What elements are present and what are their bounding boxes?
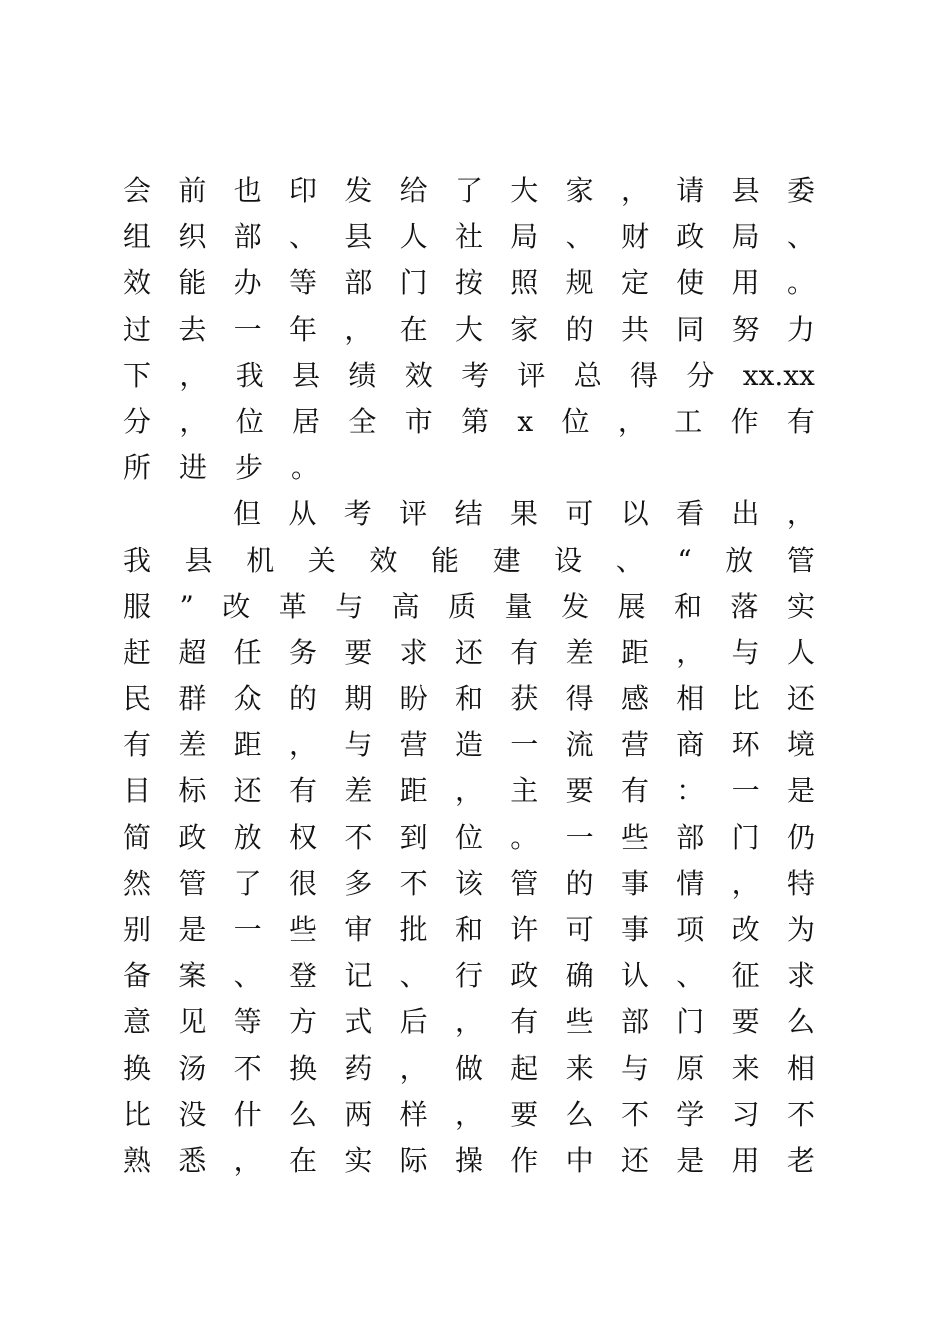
text-glyph: 委 — [786, 174, 815, 207]
text-glyph: 事 — [620, 913, 649, 946]
text-glyph: 财 — [620, 220, 649, 254]
text-glyph: 放 — [725, 543, 754, 577]
text-glyph: 与 — [731, 635, 760, 669]
text-glyph: 些 — [620, 820, 649, 854]
text-glyph: 有 — [786, 404, 815, 438]
text-glyph: ， — [233, 1143, 262, 1177]
text-glyph: ， — [288, 728, 317, 762]
text-glyph: 赶 — [123, 635, 152, 669]
text-glyph: 来 — [731, 1051, 760, 1085]
text-glyph: 局 — [510, 220, 539, 254]
text-glyph: 位 — [454, 820, 483, 854]
text-glyph: 以 — [620, 497, 649, 531]
text-glyph: 机 — [246, 543, 275, 577]
text-glyph: 些 — [288, 913, 317, 946]
text-glyph: 比 — [731, 682, 760, 716]
text-glyph: 改 — [222, 589, 251, 623]
text-line — [123, 907, 815, 953]
text-glyph: 老 — [786, 1143, 815, 1177]
text-glyph: 求 — [786, 959, 815, 993]
text-line — [123, 168, 815, 214]
text-glyph: 换 — [123, 1051, 152, 1085]
text-glyph: 过 — [123, 312, 152, 346]
text-glyph: 一 — [731, 774, 760, 808]
text-glyph: 备 — [123, 959, 152, 993]
text-glyph: 相 — [676, 682, 705, 716]
text-line — [123, 1046, 815, 1092]
text-glyph: 是 — [676, 1143, 705, 1177]
text-glyph: 等 — [288, 266, 317, 300]
text-glyph: 务 — [288, 635, 317, 669]
text-glyph: 一 — [510, 728, 539, 762]
text-glyph: 还 — [233, 774, 262, 808]
text-glyph: 政 — [676, 220, 705, 254]
text-glyph: ， — [179, 404, 208, 438]
text-glyph: 流 — [565, 728, 594, 762]
text-glyph: 习 — [731, 1097, 760, 1131]
text-glyph: 实 — [786, 589, 815, 623]
text-glyph: 熟 — [123, 1143, 152, 1177]
text-glyph: 部 — [676, 820, 705, 854]
text-glyph: 许 — [510, 913, 539, 946]
text-glyph: 建 — [492, 543, 521, 577]
text-glyph: 差 — [344, 774, 373, 808]
text-glyph: ， — [399, 1051, 428, 1085]
text-glyph: 境 — [786, 728, 815, 762]
text-glyph: 期 — [344, 682, 373, 716]
text-glyph: 、 — [615, 543, 644, 577]
text-glyph: 政 — [510, 959, 539, 993]
text-line — [123, 1138, 815, 1184]
text-glyph: 按 — [454, 266, 483, 300]
text-glyph: 在 — [399, 312, 428, 346]
text-line — [123, 214, 815, 260]
text-glyph: 原 — [676, 1051, 705, 1085]
text-glyph: 商 — [676, 728, 705, 762]
text-glyph: 得 — [565, 682, 594, 716]
text-glyph: 别 — [123, 913, 152, 946]
text-glyph: 批 — [399, 913, 428, 946]
text-glyph: 了 — [233, 866, 262, 900]
text-glyph: 不 — [620, 1097, 649, 1131]
text-glyph: 距 — [399, 774, 428, 808]
text-glyph: 学 — [676, 1097, 705, 1131]
text-glyph: 定 — [620, 266, 649, 300]
text-glyph: 案 — [178, 959, 207, 993]
text-glyph: 不 — [344, 820, 373, 854]
text-glyph: 考 — [343, 497, 372, 531]
text-glyph: 该 — [454, 866, 483, 900]
text-glyph: 家 — [565, 174, 594, 207]
text-glyph: 审 — [344, 913, 373, 946]
text-glyph: 效 — [404, 358, 433, 392]
text-glyph: 盼 — [399, 682, 428, 716]
text-line — [123, 630, 815, 676]
text-glyph: 一 — [565, 820, 594, 854]
text-glyph: 管 — [178, 866, 207, 900]
text-glyph: 式 — [344, 1005, 373, 1039]
text-line — [123, 815, 815, 861]
text-glyph: 药 — [344, 1051, 373, 1085]
text-glyph: 共 — [620, 312, 649, 346]
text-glyph: 项 — [676, 913, 705, 946]
text-glyph: 分 — [123, 404, 152, 438]
text-glyph: 记 — [344, 959, 373, 993]
text-glyph: 位 — [235, 404, 264, 438]
text-glyph: 办 — [233, 266, 262, 300]
text-glyph: 什 — [233, 1097, 262, 1131]
text-line — [123, 445, 815, 491]
text-glyph: 使 — [676, 266, 705, 300]
text-glyph: 有 — [123, 728, 152, 762]
text-glyph: 民 — [123, 682, 152, 716]
text-glyph: 做 — [454, 1051, 483, 1085]
text-glyph: 工 — [674, 404, 703, 438]
text-glyph: 还 — [786, 682, 815, 716]
text-glyph: 请 — [676, 174, 705, 207]
text-glyph: 全 — [348, 404, 377, 438]
text-glyph: 距 — [620, 635, 649, 669]
text-glyph: 服 — [123, 589, 152, 623]
text-glyph: ， — [731, 866, 760, 900]
text-glyph: 实 — [344, 1143, 373, 1177]
text-glyph: 营 — [399, 728, 428, 762]
text-glyph: 去 — [178, 312, 207, 346]
text-glyph: 要 — [510, 1097, 539, 1131]
text-glyph: 样 — [399, 1097, 428, 1131]
text-glyph: 发 — [344, 174, 373, 207]
text-glyph: 要 — [731, 1005, 760, 1039]
text-glyph: 相 — [786, 1051, 815, 1085]
text-glyph: 绩 — [348, 358, 377, 392]
text-glyph: 高 — [391, 589, 420, 623]
text-glyph: 目 — [123, 774, 152, 808]
text-glyph: 、 — [676, 959, 705, 993]
text-glyph: 起 — [510, 1051, 539, 1085]
text-glyph: 能 — [430, 543, 459, 577]
text-glyph: 从 — [288, 497, 317, 531]
text-glyph: 县 — [184, 543, 213, 577]
text-glyph: 、 — [565, 220, 594, 254]
text-glyph: 进 — [179, 451, 208, 485]
text-glyph: 看 — [676, 497, 705, 531]
text-glyph: 特 — [786, 866, 815, 900]
text-glyph: 简 — [123, 820, 152, 854]
text-glyph: 和 — [454, 913, 483, 946]
text-glyph: 情 — [676, 866, 705, 900]
text-glyph: 人 — [399, 220, 428, 254]
text-glyph: 仍 — [786, 820, 815, 854]
text-glyph: 来 — [565, 1051, 594, 1085]
text-glyph: 织 — [178, 220, 207, 254]
text-glyph: ， — [179, 358, 208, 392]
text-glyph: 些 — [565, 1005, 594, 1039]
text-glyph: 所 — [123, 451, 152, 485]
text-glyph: 、 — [786, 220, 815, 254]
text-glyph: 步 — [235, 451, 264, 485]
text-glyph: 的 — [565, 312, 594, 346]
text-glyph: 会 — [123, 174, 152, 207]
text-glyph: 给 — [399, 174, 428, 207]
text-glyph: 政 — [178, 820, 207, 854]
text-glyph: 县 — [292, 358, 321, 392]
text-glyph: 用 — [731, 1143, 760, 1177]
text-glyph: 努 — [731, 312, 760, 346]
text-glyph: 有 — [620, 774, 649, 808]
text-line — [123, 676, 815, 722]
text-glyph: 我 — [235, 358, 264, 392]
text-glyph: 但 — [233, 497, 262, 531]
text-glyph: 差 — [565, 635, 594, 669]
text-glyph: 方 — [288, 1005, 317, 1039]
text-glyph: 还 — [454, 635, 483, 669]
text-glyph: ： — [676, 774, 705, 808]
text-glyph: 有 — [510, 1005, 539, 1039]
text-glyph: 行 — [454, 959, 483, 993]
text-glyph: 意 — [123, 1005, 152, 1039]
text-glyph: 评 — [399, 497, 428, 531]
text-glyph: 量 — [504, 589, 533, 623]
text-glyph: 造 — [454, 728, 483, 762]
text-glyph: 市 — [404, 404, 433, 438]
text-glyph: 然 — [123, 866, 152, 900]
text-glyph: 换 — [288, 1051, 317, 1085]
text-glyph: 和 — [674, 589, 703, 623]
text-glyph: 、 — [288, 220, 317, 254]
text-glyph: 效 — [123, 266, 152, 300]
text-glyph: 主 — [510, 774, 539, 808]
text-glyph: 社 — [454, 220, 483, 254]
text-glyph: 我 — [123, 543, 152, 577]
text-glyph: 总 — [573, 358, 602, 392]
text-glyph: 评 — [517, 358, 546, 392]
text-glyph: ， — [454, 1097, 483, 1131]
text-line — [123, 722, 815, 768]
text-glyph: 距 — [233, 728, 262, 762]
text-glyph: 么 — [565, 1097, 594, 1131]
text-glyph: 了 — [454, 174, 483, 207]
text-glyph: 比 — [123, 1097, 152, 1131]
text-line — [123, 307, 815, 353]
text-glyph: 也 — [233, 174, 262, 207]
text-glyph: 设 — [554, 543, 583, 577]
text-glyph: 没 — [178, 1097, 207, 1131]
text-glyph: 际 — [399, 1143, 428, 1177]
text-glyph: 见 — [178, 1005, 207, 1039]
text-glyph: 管 — [510, 866, 539, 900]
text-line — [123, 538, 815, 584]
text-line — [123, 260, 815, 306]
text-glyph: 操 — [454, 1143, 483, 1177]
text-glyph: 可 — [565, 913, 594, 946]
text-glyph: 中 — [565, 1143, 594, 1177]
text-glyph: 。 — [786, 266, 815, 300]
text-glyph: 等 — [233, 1005, 262, 1039]
text-glyph: 么 — [288, 1097, 317, 1131]
text-glyph: 环 — [731, 728, 760, 762]
text-glyph: ， — [454, 774, 483, 808]
text-glyph: “ — [677, 543, 692, 577]
text-glyph: 一 — [233, 913, 262, 946]
text-glyph: 规 — [565, 266, 594, 300]
text-glyph: 任 — [233, 635, 262, 669]
text-glyph: 后 — [399, 1005, 428, 1039]
text-glyph: 还 — [620, 1143, 649, 1177]
text-glyph: ， — [344, 312, 373, 346]
text-glyph: 的 — [565, 866, 594, 900]
document-body-text — [123, 168, 815, 1184]
text-glyph: 。 — [510, 820, 539, 854]
text-glyph: 管 — [786, 543, 815, 577]
text-line — [123, 584, 815, 630]
text-glyph: 汤 — [178, 1051, 207, 1085]
text-glyph: 权 — [288, 820, 317, 854]
text-glyph: 在 — [288, 1143, 317, 1177]
text-glyph: 部 — [344, 266, 373, 300]
text-glyph: 组 — [123, 220, 152, 254]
text-glyph: 发 — [561, 589, 590, 623]
text-glyph: 照 — [510, 266, 539, 300]
text-glyph: 两 — [344, 1097, 373, 1131]
text-glyph: 众 — [233, 682, 262, 716]
text-glyph: 很 — [288, 866, 317, 900]
text-glyph: 革 — [278, 589, 307, 623]
text-glyph: ” — [179, 589, 194, 623]
text-glyph: 感 — [620, 682, 649, 716]
text-glyph: 关 — [307, 543, 336, 577]
text-glyph: 人 — [786, 635, 815, 669]
text-glyph: 县 — [344, 220, 373, 254]
text-glyph: 求 — [399, 635, 428, 669]
text-glyph: 作 — [510, 1143, 539, 1177]
text-glyph: 有 — [510, 635, 539, 669]
text-glyph: 出 — [731, 497, 760, 531]
text-glyph: 居 — [292, 404, 321, 438]
text-glyph: 用 — [731, 266, 760, 300]
text-glyph: 要 — [344, 635, 373, 669]
text-glyph: 部 — [620, 1005, 649, 1039]
text-glyph: 能 — [178, 266, 207, 300]
text-glyph: 分 — [686, 358, 715, 392]
text-glyph: 同 — [676, 312, 705, 346]
text-glyph: 超 — [178, 635, 207, 669]
text-glyph: ， — [786, 497, 815, 531]
text-glyph: 可 — [565, 497, 594, 531]
text-glyph: 展 — [617, 589, 646, 623]
text-glyph: 结 — [454, 497, 483, 531]
text-glyph: 县 — [731, 174, 760, 207]
text-line — [123, 768, 815, 814]
text-glyph: 、 — [399, 959, 428, 993]
text-line — [123, 999, 815, 1045]
text-glyph: 力 — [786, 312, 815, 346]
text-glyph: 么 — [786, 1005, 815, 1039]
text-glyph: 是 — [178, 913, 207, 946]
text-glyph: 放 — [233, 820, 262, 854]
text-glyph: ， — [620, 174, 649, 207]
text-glyph: 大 — [510, 174, 539, 207]
text-glyph: 大 — [454, 312, 483, 346]
text-glyph: 获 — [510, 682, 539, 716]
text-glyph: 确 — [565, 959, 594, 993]
text-glyph: 征 — [731, 959, 760, 993]
text-line — [123, 953, 815, 999]
text-glyph: 事 — [620, 866, 649, 900]
text-glyph: 登 — [288, 959, 317, 993]
text-glyph: 得 — [630, 358, 659, 392]
text-glyph: 门 — [676, 1005, 705, 1039]
text-line — [123, 353, 815, 399]
text-glyph: 一 — [233, 312, 262, 346]
text-glyph: ， — [617, 404, 646, 438]
text-glyph: 部 — [233, 220, 262, 254]
text-line — [123, 399, 815, 445]
text-glyph: 门 — [731, 820, 760, 854]
text-glyph: 改 — [731, 913, 760, 946]
text-glyph: 门 — [399, 266, 428, 300]
text-glyph: 下 — [123, 358, 152, 392]
text-glyph: 年 — [288, 312, 317, 346]
text-glyph: 不 — [786, 1097, 815, 1131]
text-glyph: 营 — [620, 728, 649, 762]
text-glyph: 是 — [786, 774, 815, 808]
text-line — [123, 491, 815, 537]
text-glyph: ， — [454, 1005, 483, 1039]
text-line — [123, 861, 815, 907]
text-glyph: 与 — [335, 589, 364, 623]
text-glyph: 有 — [288, 774, 317, 808]
text-glyph: 多 — [344, 866, 373, 900]
text-glyph: 不 — [399, 866, 428, 900]
text-glyph: 第 — [461, 404, 490, 438]
text-glyph: 和 — [454, 682, 483, 716]
text-glyph: 前 — [178, 174, 207, 207]
text-glyph: 印 — [288, 174, 317, 207]
text-glyph: 不 — [233, 1051, 262, 1085]
text-glyph: 落 — [730, 589, 759, 623]
text-glyph: 与 — [620, 1051, 649, 1085]
text-glyph: 果 — [509, 497, 538, 531]
text-glyph: 的 — [288, 682, 317, 716]
text-glyph: 认 — [620, 959, 649, 993]
text-glyph: 要 — [565, 774, 594, 808]
text-glyph: xx.xx — [742, 358, 815, 392]
text-line — [123, 1092, 815, 1138]
text-glyph: ， — [676, 635, 705, 669]
text-glyph: 与 — [344, 728, 373, 762]
text-glyph: 到 — [399, 820, 428, 854]
text-glyph: 为 — [786, 913, 815, 946]
text-glyph: 差 — [178, 728, 207, 762]
text-glyph: 位 — [561, 404, 590, 438]
text-glyph: 。 — [291, 451, 320, 485]
text-glyph: 考 — [461, 358, 490, 392]
text-glyph: x — [517, 404, 534, 438]
text-glyph: 家 — [510, 312, 539, 346]
text-glyph: 群 — [178, 682, 207, 716]
text-glyph: 标 — [178, 774, 207, 808]
text-glyph: 悉 — [178, 1143, 207, 1177]
text-glyph: 局 — [731, 220, 760, 254]
text-glyph: 、 — [233, 959, 262, 993]
text-glyph: 作 — [730, 404, 759, 438]
text-glyph: 效 — [369, 543, 398, 577]
text-glyph: 质 — [448, 589, 477, 623]
